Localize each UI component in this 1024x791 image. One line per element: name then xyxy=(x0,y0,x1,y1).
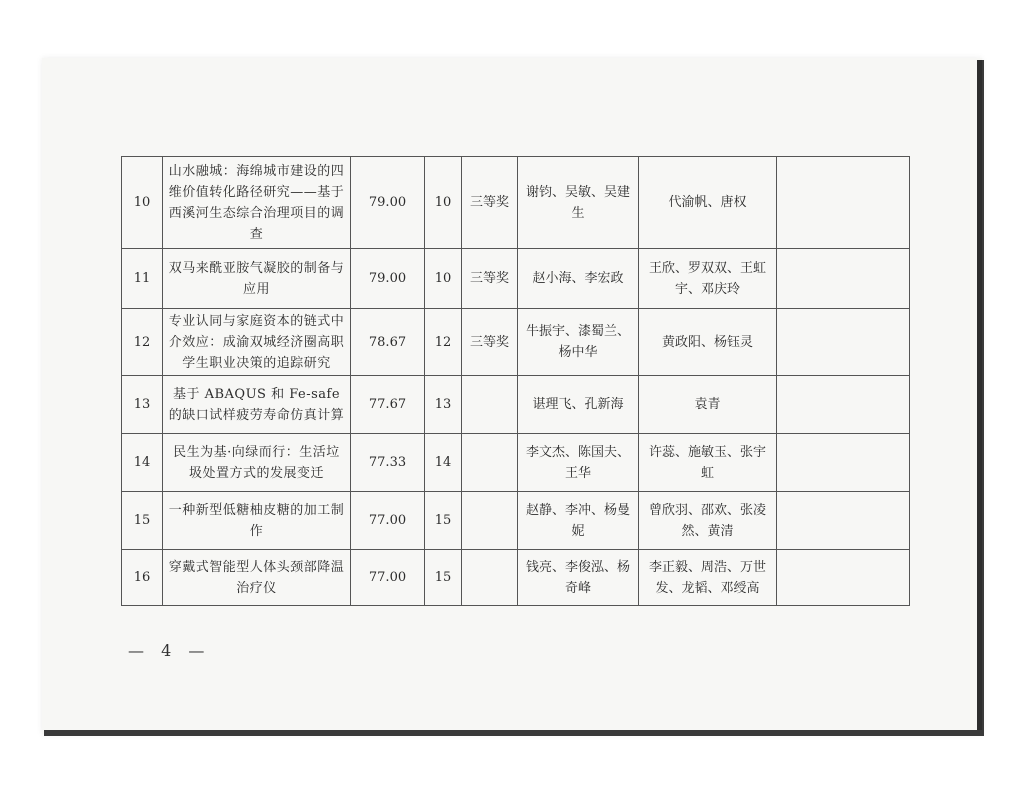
team-members: 谌理飞、孔新海 xyxy=(518,376,639,434)
score: 79.00 xyxy=(351,249,425,309)
advisors: 袁青 xyxy=(639,376,777,434)
table-row xyxy=(122,376,910,434)
remarks xyxy=(777,249,910,309)
project-title: 基于 ABAQUS 和 Fe-safe 的缺口试样疲劳寿命仿真计算 xyxy=(163,376,351,434)
rank: 15 xyxy=(425,550,462,606)
team-members: 牛振宇、漆蜀兰、杨中华 xyxy=(518,309,639,376)
row-number: 13 xyxy=(122,376,163,434)
remarks xyxy=(777,157,910,249)
project-title: 山水融城：海绵城市建设的四维价值转化路径研究——基于西溪河生态综合治理项目的调查 xyxy=(163,157,351,249)
award-level: 三等奖 xyxy=(462,249,518,309)
advisors: 许蕊、施敏玉、张宇虹 xyxy=(639,434,777,492)
rank: 14 xyxy=(425,434,462,492)
table-row xyxy=(122,309,910,376)
page-number: — 4 — xyxy=(128,641,211,660)
table-row xyxy=(122,550,910,606)
team-members: 李文杰、陈国夫、王华 xyxy=(518,434,639,492)
paper-edge-shadow xyxy=(977,60,982,734)
paper-edge-shadow-bottom xyxy=(44,730,982,734)
score: 77.67 xyxy=(351,376,425,434)
row-number: 15 xyxy=(122,492,163,550)
rank: 10 xyxy=(425,157,462,249)
award-level xyxy=(462,376,518,434)
rank: 13 xyxy=(425,376,462,434)
remarks xyxy=(777,550,910,606)
project-title: 双马来酰亚胺气凝胶的制备与应用 xyxy=(163,249,351,309)
remarks xyxy=(777,376,910,434)
table-row xyxy=(122,249,910,309)
advisors: 曾欣羽、邵欢、张凌然、黄清 xyxy=(639,492,777,550)
advisors: 王欣、罗双双、王虹宇、邓庆玲 xyxy=(639,249,777,309)
row-number: 16 xyxy=(122,550,163,606)
row-number: 14 xyxy=(122,434,163,492)
table-row xyxy=(122,157,910,249)
score: 77.00 xyxy=(351,550,425,606)
score: 79.00 xyxy=(351,157,425,249)
award-level xyxy=(462,550,518,606)
project-title: 专业认同与家庭资本的链式中介效应：成渝双城经济圈高职学生职业决策的追踪研究 xyxy=(163,309,351,376)
award-level: 三等奖 xyxy=(462,157,518,249)
row-number: 11 xyxy=(122,249,163,309)
advisors: 李正毅、周浩、万世发、龙韬、邓绶高 xyxy=(639,550,777,606)
team-members: 赵静、李冲、杨曼妮 xyxy=(518,492,639,550)
row-number: 12 xyxy=(122,309,163,376)
rank: 12 xyxy=(425,309,462,376)
score: 77.33 xyxy=(351,434,425,492)
team-members: 赵小海、李宏政 xyxy=(518,249,639,309)
team-members: 钱亮、李俊泓、杨奇峰 xyxy=(518,550,639,606)
remarks xyxy=(777,309,910,376)
score: 78.67 xyxy=(351,309,425,376)
project-title: 一种新型低糖柚皮糖的加工制作 xyxy=(163,492,351,550)
team-members: 谢钧、吴敏、吴建生 xyxy=(518,157,639,249)
project-title: 穿戴式智能型人体头颈部降温治疗仪 xyxy=(163,550,351,606)
project-title: 民生为基·向绿而行：生活垃圾处置方式的发展变迁 xyxy=(163,434,351,492)
table-row xyxy=(122,492,910,550)
row-number: 10 xyxy=(122,157,163,249)
table-row xyxy=(122,434,910,492)
award-level xyxy=(462,434,518,492)
advisors: 黄政阳、杨钰灵 xyxy=(639,309,777,376)
award-results-table xyxy=(121,156,910,606)
rank: 10 xyxy=(425,249,462,309)
remarks xyxy=(777,492,910,550)
remarks xyxy=(777,434,910,492)
award-level: 三等奖 xyxy=(462,309,518,376)
advisors: 代渝帆、唐权 xyxy=(639,157,777,249)
score: 77.00 xyxy=(351,492,425,550)
rank: 15 xyxy=(425,492,462,550)
award-level xyxy=(462,492,518,550)
